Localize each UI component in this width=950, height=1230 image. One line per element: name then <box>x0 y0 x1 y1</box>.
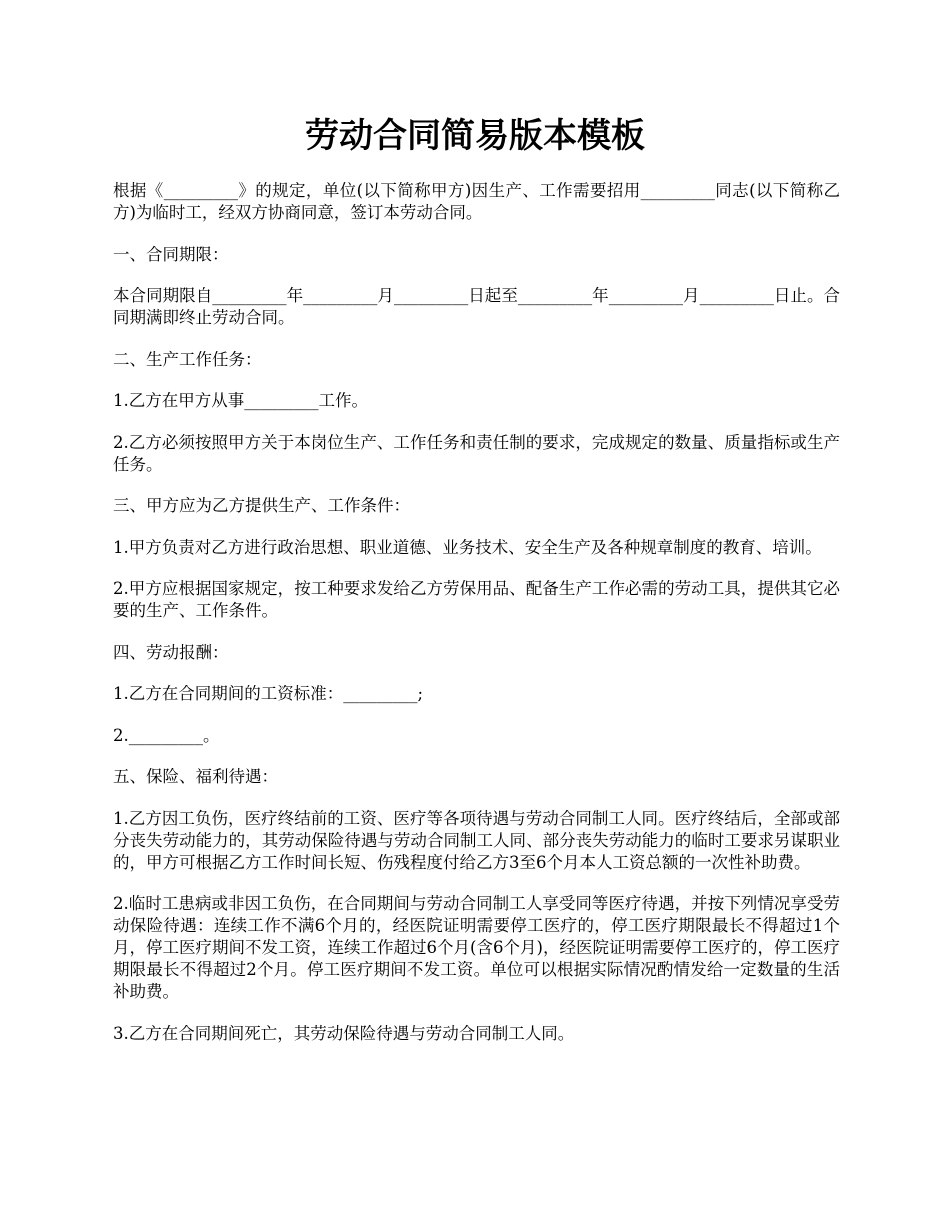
contract-term-paragraph: 本合同期限自_________年_________月_________日起至_________年_________月_________日止。合同期满即终止劳动合同。 <box>113 286 840 327</box>
work-condition-item-2: 2.甲方应根据国家规定，按工种要求发给乙方劳保用品、配备生产工作必需的劳动工具，提供其它必要的生产、工作条件。 <box>113 579 840 620</box>
section-heading-remuneration: 四、劳动报酬： <box>113 642 229 662</box>
work-task-item-2: 2.乙方必须按照甲方关于本岗位生产、工作任务和责任制的要求，完成规定的数量、质量指标或生产任务。 <box>113 432 840 474</box>
remuneration-item-2: 2._________。 <box>113 725 220 745</box>
intro-paragraph: 根据《_________》的规定，单位(以下简称甲方)因生产、工作需要招用_________同志(以下简称乙方)为临时工，经双方协商同意，签订本劳动合同。 <box>113 181 840 222</box>
work-condition-item-1: 1.甲方负责对乙方进行政治思想、职业道德、业务技术、安全生产及各种规章制度的教育、培训。 <box>113 537 822 557</box>
section-heading-insurance: 五、保险、福利待遇： <box>113 767 278 786</box>
work-task-item-1: 1.乙方在甲方从事_________工作。 <box>113 391 368 410</box>
document-title: 劳动合同简易版本模板 <box>305 116 645 156</box>
insurance-item-3: 3.乙方在合同期间死亡，其劳动保险待遇与劳动合同制工人同。 <box>113 1023 575 1043</box>
remuneration-item-1: 1.乙方在合同期间的工资标准：_________; <box>113 684 424 703</box>
section-heading-work-tasks: 二、生产工作任务： <box>113 349 262 369</box>
section-heading-contract-term: 一、合同期限： <box>113 244 229 264</box>
insurance-item-1: 1.乙方因工负伤，医疗终结前的工资、医疗等各项待遇与劳动合同制工人同。医疗终结后，全部或部分丧失劳动能力的，其劳动保险待遇与劳动合同制工人同、部分丧失劳动能力的临时工要求另谋职业的，甲方可根据乙方工作时间长短、伤残程度付给乙方3至6个月本人工资总额的一次性补助费。 <box>113 808 840 872</box>
document-body <box>113 180 840 1064</box>
section-heading-work-conditions: 三、甲方应为乙方提供生产、工作条件： <box>113 496 410 515</box>
insurance-item-2: 2.临时工患病或非因工负伤，在合同期间与劳动合同制工人享受同等医疗待遇，并按下列情况享受劳动保险待遇：连续工作不满6个月的，经医院证明需要停工医疗的，停工医疗期限最长不得超过1个月，停工医疗期间不发工资，连续工作超过6个月(含6个月)，经医院证明需要停工医疗的，停工医疗期限最长不得超过2个月。停工医疗期间不发工资。单位可以根据实际情况酌情发给一定数量的生活补助费。 <box>113 894 840 1001</box>
